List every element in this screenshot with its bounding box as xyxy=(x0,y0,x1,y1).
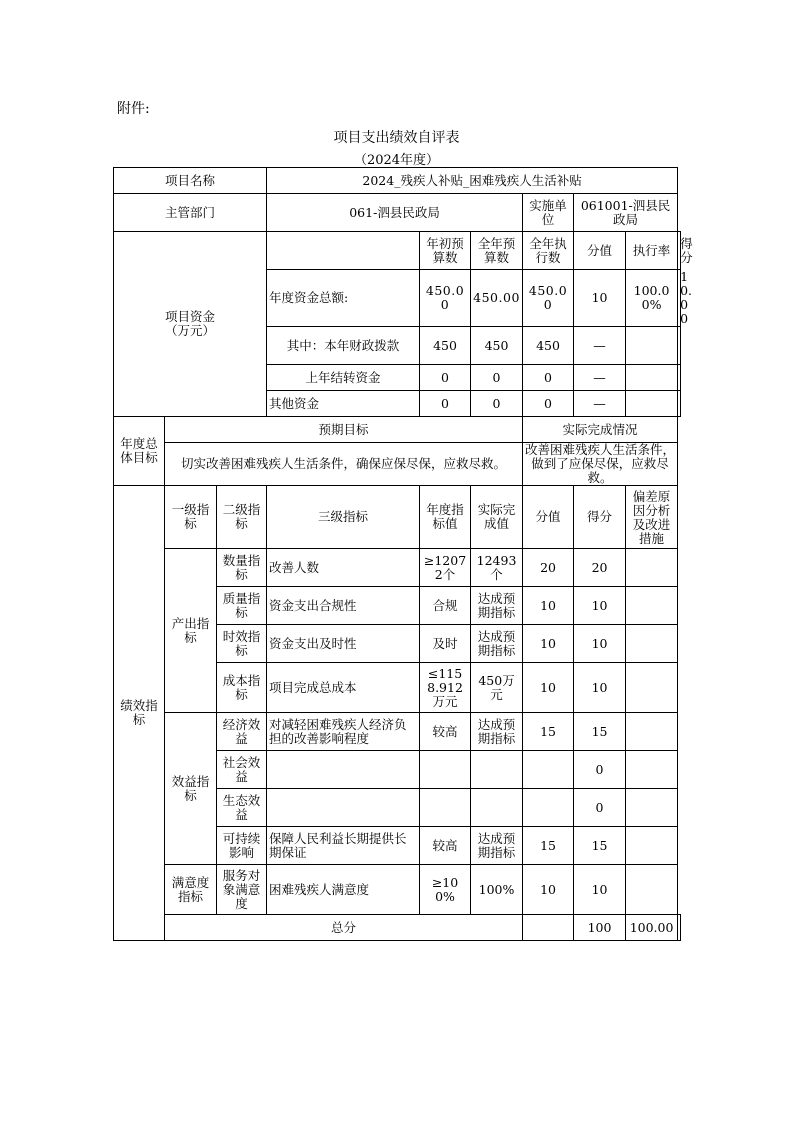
funds-cell xyxy=(626,365,678,391)
score: 10 xyxy=(574,625,626,663)
level3-indicator xyxy=(267,751,420,789)
level2-indicator: 质量指标 xyxy=(217,587,267,625)
level2-indicator: 成本指标 xyxy=(217,663,267,713)
expected-goal-text: 切实改善困难残疾人生活条件，确保应保尽保，应救尽救。 xyxy=(165,443,523,486)
funds-cell xyxy=(678,391,681,417)
unit-label: 实施单位 xyxy=(523,194,574,232)
level2-indicator: 经济效益 xyxy=(217,713,267,751)
level1-indicator: 效益指标 xyxy=(165,713,217,865)
target-value: 较高 xyxy=(420,827,471,865)
perf-header-cell: 实际完成值 xyxy=(471,486,523,549)
score-max xyxy=(523,751,574,789)
actual-value: 12493个 xyxy=(471,549,523,587)
attachment-label: 附件: xyxy=(117,101,150,117)
funds-row-label: 上年结转资金 xyxy=(267,365,420,391)
actual-value xyxy=(471,751,523,789)
level3-indicator: 困难残疾人满意度 xyxy=(267,865,420,915)
score-max: 10 xyxy=(523,663,574,713)
actual-completion-header: 实际完成情况 xyxy=(523,417,678,443)
funds-cell xyxy=(678,327,681,365)
score: 15 xyxy=(574,827,626,865)
level3-indicator: 对减轻困难残疾人经济负担的改善影响程度 xyxy=(267,713,420,751)
target-value xyxy=(420,789,471,827)
actual-completion-text: 改善困难残疾人生活条件，做到了应保尽保，应救尽救。 xyxy=(523,443,678,486)
deviation-reason xyxy=(626,751,678,789)
level3-indicator: 项目完成总成本 xyxy=(267,663,420,713)
target-value: 及时 xyxy=(420,625,471,663)
target-value: ≤1158.912万元 xyxy=(420,663,471,713)
total-score-label: 总分 xyxy=(165,915,523,941)
score: 10 xyxy=(574,663,626,713)
deviation-reason xyxy=(626,663,678,713)
level3-indicator: 资金支出及时性 xyxy=(267,625,420,663)
funds-label: 项目资金 （万元） xyxy=(114,232,267,417)
actual-value: 达成预期指标 xyxy=(471,625,523,663)
deviation-reason xyxy=(626,713,678,751)
funds-cell: — xyxy=(574,365,626,391)
funds-header-cell: 年初预算数 xyxy=(420,232,471,270)
actual-value: 450万元 xyxy=(471,663,523,713)
score-max: 20 xyxy=(523,549,574,587)
level2-indicator: 社会效益 xyxy=(217,751,267,789)
project-name-label: 项目名称 xyxy=(114,168,267,194)
perf-header-cell: 偏差原因分析及改进措施 xyxy=(626,486,678,549)
level3-indicator: 资金支出合规性 xyxy=(267,587,420,625)
funds-cell: 0 xyxy=(523,365,574,391)
funds-cell: 450 xyxy=(471,327,523,365)
funds-cell: 0 xyxy=(420,391,471,417)
deviation-reason xyxy=(626,865,678,915)
total-score-max: 100 xyxy=(574,915,626,941)
actual-value: 达成预期指标 xyxy=(471,713,523,751)
funds-cell: 450 xyxy=(523,327,574,365)
perf-header-cell: 一级指标 xyxy=(165,486,217,549)
target-value: ≥100% xyxy=(420,865,471,915)
score: 20 xyxy=(574,549,626,587)
funds-cell: 100.00% xyxy=(626,270,678,327)
dept-value: 061-泗县民政局 xyxy=(267,194,523,232)
level2-indicator: 可持续影响 xyxy=(217,827,267,865)
total-reason xyxy=(678,915,681,941)
actual-value: 100% xyxy=(471,865,523,915)
score: 0 xyxy=(574,751,626,789)
funds-header-blank xyxy=(267,232,420,270)
target-value xyxy=(420,751,471,789)
funds-row-label: 其他资金 xyxy=(267,391,420,417)
funds-cell: 450.00 xyxy=(523,270,574,327)
perf-header-cell: 三级指标 xyxy=(267,486,420,549)
funds-cell: 450.00 xyxy=(420,270,471,327)
funds-cell: 0 xyxy=(523,391,574,417)
deviation-reason xyxy=(626,549,678,587)
funds-cell: 450.00 xyxy=(471,270,523,327)
perf-header-cell: 分值 xyxy=(523,486,574,549)
funds-cell: 0 xyxy=(420,365,471,391)
score: 15 xyxy=(574,713,626,751)
score-max: 15 xyxy=(523,827,574,865)
project-name-value: 2024_残疾人补贴_困难残疾人生活补贴 xyxy=(267,168,678,194)
funds-header-cell: 全年预算数 xyxy=(471,232,523,270)
page-title: 项目支出绩效自评表 xyxy=(333,130,460,146)
deviation-reason xyxy=(626,789,678,827)
expected-goal-header: 预期目标 xyxy=(165,417,523,443)
score: 10 xyxy=(574,865,626,915)
level3-indicator: 保障人民利益长期提供长期保证 xyxy=(267,827,420,865)
level3-indicator xyxy=(267,789,420,827)
level2-indicator: 服务对象满意度 xyxy=(217,865,267,915)
level2-indicator: 生态效益 xyxy=(217,789,267,827)
perf-indicator-label: 绩效指标 xyxy=(114,486,165,941)
target-value: 较高 xyxy=(420,713,471,751)
target-value: ≥12072个 xyxy=(420,549,471,587)
annual-goal-label: 年度总体目标 xyxy=(114,417,165,486)
score-max: 10 xyxy=(523,865,574,915)
funds-header-cell: 得分 xyxy=(678,232,681,270)
level3-indicator: 改善人数 xyxy=(267,549,420,587)
actual-value: 达成预期指标 xyxy=(471,827,523,865)
funds-cell xyxy=(626,327,678,365)
funds-row-label: 年度资金总额: xyxy=(267,270,420,327)
funds-cell: 0 xyxy=(471,365,523,391)
deviation-reason xyxy=(626,827,678,865)
score-max xyxy=(523,789,574,827)
score-max: 10 xyxy=(523,587,574,625)
total-score: 100.00 xyxy=(626,915,678,941)
deviation-reason xyxy=(626,625,678,663)
funds-header-cell: 执行率 xyxy=(626,232,678,270)
funds-cell: 10.00 xyxy=(678,270,681,327)
perf-header-cell: 年度指标值 xyxy=(420,486,471,549)
perf-header-cell: 二级指标 xyxy=(217,486,267,549)
funds-header-cell: 分值 xyxy=(574,232,626,270)
funds-cell: — xyxy=(574,327,626,365)
funds-cell: 10 xyxy=(574,270,626,327)
funds-header-cell: 全年执行数 xyxy=(523,232,574,270)
level2-indicator: 数量指标 xyxy=(217,549,267,587)
actual-value: 达成预期指标 xyxy=(471,587,523,625)
level2-indicator: 时效指标 xyxy=(217,625,267,663)
level1-indicator: 产出指标 xyxy=(165,549,217,713)
target-value: 合规 xyxy=(420,587,471,625)
deviation-reason xyxy=(626,587,678,625)
score: 10 xyxy=(574,587,626,625)
funds-row-label: 其中：本年财政拨款 xyxy=(267,327,420,365)
score-max: 10 xyxy=(523,625,574,663)
perf-header-cell: 得分 xyxy=(574,486,626,549)
funds-cell xyxy=(678,365,681,391)
actual-value xyxy=(471,789,523,827)
score: 0 xyxy=(574,789,626,827)
dept-label: 主管部门 xyxy=(114,194,267,232)
funds-cell: 450 xyxy=(420,327,471,365)
level1-indicator: 满意度指标 xyxy=(165,865,217,915)
funds-cell: 0 xyxy=(471,391,523,417)
total-blank xyxy=(523,915,574,941)
funds-cell: — xyxy=(574,391,626,417)
unit-value: 061001-泗县民政局 xyxy=(574,194,678,232)
funds-cell xyxy=(626,391,678,417)
self-evaluation-table xyxy=(113,167,693,941)
report-year: （2024年度） xyxy=(353,153,440,168)
score-max: 15 xyxy=(523,713,574,751)
